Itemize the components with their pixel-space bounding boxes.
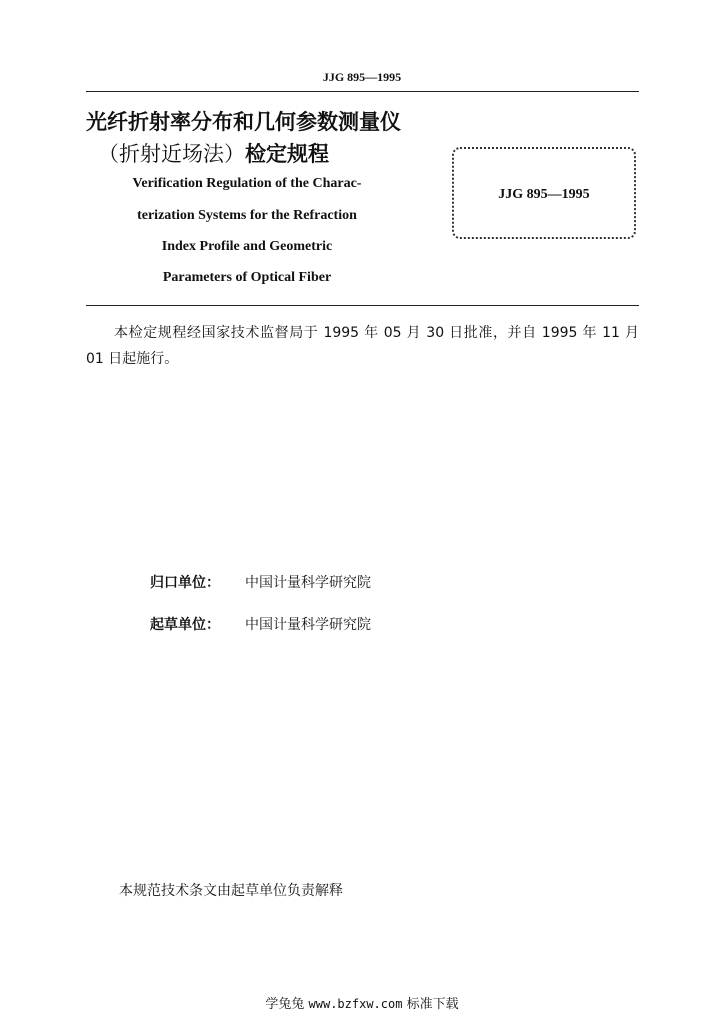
footer-site-name: 学兔兔 — [265, 997, 305, 1012]
standard-code-box-text: JJG 895—1995 — [498, 187, 590, 202]
interpretation-note: 本规范技术条文由起草单位负责解释 — [119, 883, 343, 899]
title-method: （折射近场法） — [98, 142, 245, 166]
title-chinese-line-2 — [98, 138, 329, 168]
header-standard-code: JJG 895—1995 — [322, 70, 402, 84]
standard-code-box — [452, 147, 636, 239]
responsible-unit-value: 中国计量科学研究院 — [245, 575, 371, 591]
drafting-unit-row — [150, 614, 371, 634]
title-regulation: 检定规程 — [245, 142, 329, 166]
title-english-line-3: Index Profile and Geometric — [161, 239, 333, 254]
footer-watermark — [0, 993, 724, 1012]
drafting-unit-value: 中国计量科学研究院 — [245, 617, 371, 633]
responsible-unit-row — [150, 572, 371, 592]
title-english-line-1: Verification Regulation of the Charac- — [132, 176, 362, 191]
title-chinese-line-1: 光纤折射率分布和几何参数测量仪 — [86, 110, 401, 134]
footer-url-link[interactable]: www.bzfxw.com — [308, 997, 403, 1011]
responsible-unit-label: 归口单位： — [150, 575, 220, 591]
approval-statement: 本检定规程经国家技术监督局于 1995 年 05 月 30 日批准，并自 1995 年 11 月 01 日起施行。 — [86, 325, 639, 367]
title-english-line-2: terization Systems for the Refraction — [137, 208, 357, 223]
drafting-unit-label: 起草单位： — [150, 617, 220, 633]
header-rule — [86, 91, 639, 92]
title-english-line-4: Parameters of Optical Fiber — [162, 270, 332, 285]
footer-suffix: 标准下载 — [406, 997, 459, 1012]
title-rule — [86, 305, 639, 306]
